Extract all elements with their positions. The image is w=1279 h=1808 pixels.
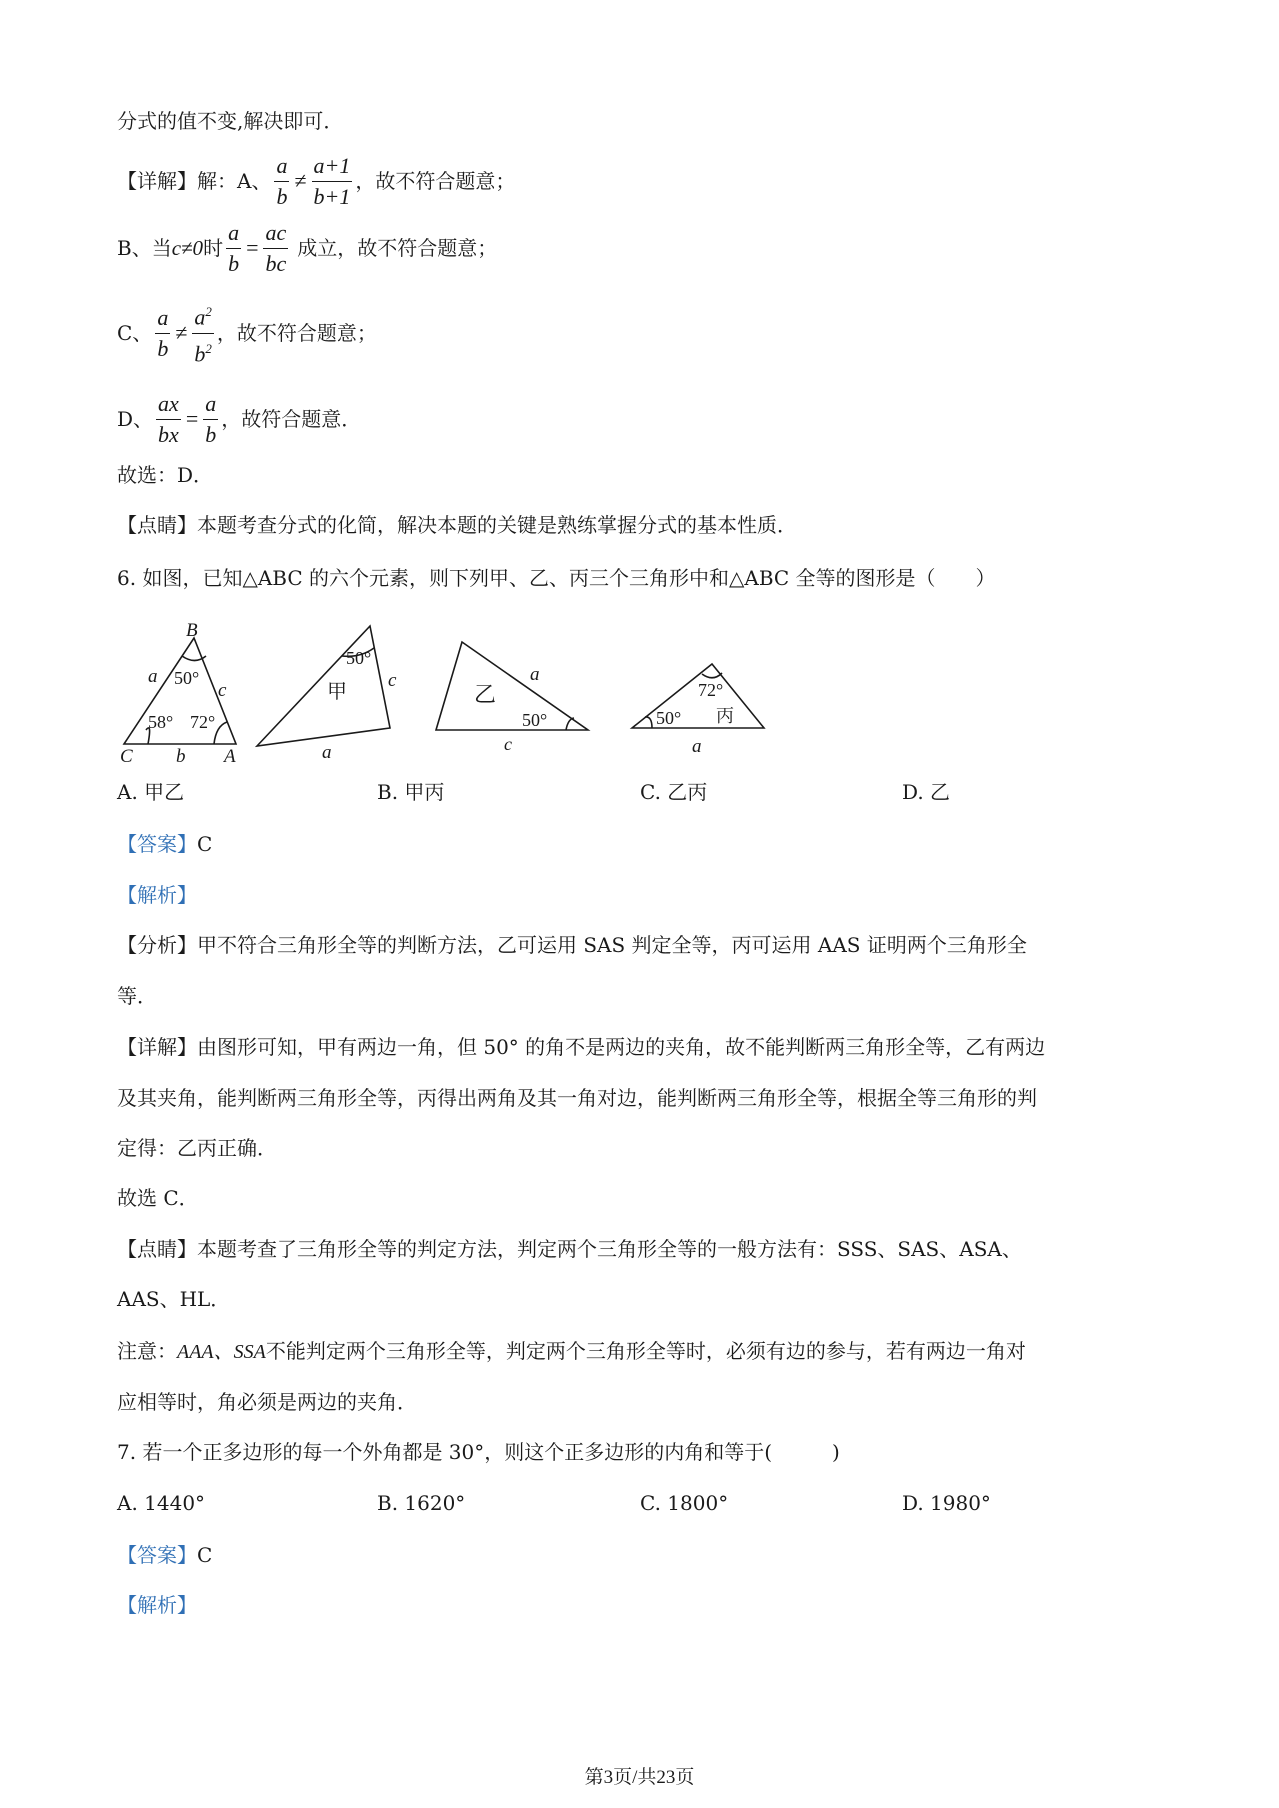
q7-option-d: D. 1980° bbox=[902, 1491, 991, 1515]
text-line bbox=[117, 1336, 1177, 1367]
note-body: 不能判定两个三角形全等，判定两个三角形全等时，必须有边的参与，若有两边一角对 bbox=[265, 1339, 1026, 1363]
fraction bbox=[203, 391, 218, 448]
text-line: 【分析】甲不符合三角形全等的判断方法，乙可运用 SAS 判定全等，丙可运用 AAS 证明两个三角形全 bbox=[117, 933, 1027, 957]
text-line: 定得：乙丙正确． bbox=[117, 1136, 277, 1160]
answer-tag: 【答案】 bbox=[117, 832, 197, 856]
q6-option-c: C. 乙丙 bbox=[640, 780, 708, 804]
q6-analysis-tag: 【解析】 bbox=[117, 883, 197, 907]
denominator: b bbox=[228, 250, 240, 276]
yi-side-a: a bbox=[530, 664, 540, 685]
yi-name: 乙 bbox=[474, 683, 497, 708]
side-c-label: c bbox=[218, 680, 227, 701]
line-suffix: ，故不符合题意； bbox=[216, 321, 377, 345]
vertex-c-label: C bbox=[120, 746, 133, 767]
side-b-label: b bbox=[176, 746, 186, 767]
fraction bbox=[274, 153, 289, 210]
answer-tag: 【答案】 bbox=[117, 1543, 197, 1567]
bing-angle-2-label: 50° bbox=[656, 708, 682, 728]
line-prefix: D、 bbox=[117, 407, 154, 431]
eq-symbol: = bbox=[246, 235, 259, 260]
angle-a-label: 72° bbox=[190, 712, 216, 732]
triangle-jia bbox=[257, 626, 390, 746]
answer-value: C bbox=[197, 1543, 213, 1567]
text-line: 分式的值不变,解决即可． bbox=[117, 109, 344, 133]
text-line: AAS、HL． bbox=[117, 1287, 231, 1311]
line-prefix: C、 bbox=[117, 321, 153, 345]
line-suffix: 成立，故不符合题意； bbox=[297, 236, 498, 260]
numerator: a bbox=[155, 305, 170, 334]
numerator: ac bbox=[263, 220, 288, 249]
fraction bbox=[155, 305, 170, 362]
jia-side-a: a bbox=[322, 742, 332, 763]
solution-line-c bbox=[117, 298, 1177, 368]
question-6: 6. 如图，已知△ABC 的六个元素，则下列甲、乙、丙三个三角形中和△ABC 全等的图形是（ ） bbox=[117, 566, 996, 590]
jia-angle-label: 50° bbox=[346, 648, 372, 668]
yi-side-c: c bbox=[504, 734, 512, 754]
neq-symbol: ≠ bbox=[175, 320, 188, 345]
note-prefix: 注意： bbox=[117, 1339, 177, 1363]
condition: c≠0 bbox=[171, 236, 204, 260]
solution-line-a bbox=[117, 146, 1177, 216]
question-7: 7. 若一个正多边形的每一个外角都是 30°，则这个正多边形的内角和等于( ) bbox=[117, 1440, 840, 1464]
bing-name: 丙 bbox=[716, 706, 734, 727]
vertex-a-label: A bbox=[224, 746, 236, 767]
q7-option-c: C. 1800° bbox=[640, 1491, 729, 1515]
text-line: 【点睛】本题考查分式的化简，解决本题的关键是熟练掌握分式的基本性质． bbox=[117, 513, 797, 537]
triangles-figure bbox=[112, 618, 772, 768]
denominator: b bbox=[205, 421, 217, 447]
q6-option-d: D. 乙 bbox=[902, 780, 951, 804]
q7-analysis-tag: 【解析】 bbox=[117, 1593, 197, 1617]
line-prefix: B、当 bbox=[117, 236, 172, 260]
text-line: 应相等时，角必须是两边的夹角． bbox=[117, 1390, 417, 1414]
fraction bbox=[156, 391, 181, 448]
denominator: b bbox=[157, 335, 169, 361]
numerator: a+1 bbox=[312, 153, 353, 182]
denominator: bc bbox=[265, 250, 287, 276]
q7-option-b: B. 1620° bbox=[377, 1491, 466, 1515]
denominator: b+1 bbox=[313, 183, 351, 209]
q7-option-a: A. 1440° bbox=[117, 1491, 206, 1515]
neq-symbol: ≠ bbox=[294, 168, 307, 193]
line-suffix: ，故不符合题意； bbox=[355, 169, 516, 193]
line-prefix: 【详解】解：A、 bbox=[117, 169, 272, 193]
line-suffix: ，故符合题意． bbox=[221, 407, 362, 431]
fraction bbox=[226, 220, 241, 277]
numerator: a bbox=[274, 153, 289, 182]
numerator: a bbox=[203, 391, 218, 420]
numerator: ax bbox=[156, 391, 181, 420]
bing-side-a: a bbox=[692, 736, 702, 757]
angle-b-label: 50° bbox=[174, 668, 200, 688]
bing-angle-1-label: 72° bbox=[698, 680, 724, 700]
text-line: 等． bbox=[117, 984, 157, 1008]
answer-value: C bbox=[197, 832, 213, 856]
yi-angle-label: 50° bbox=[522, 710, 548, 730]
denominator: b bbox=[276, 183, 288, 209]
q6-option-a: A. 甲乙 bbox=[117, 780, 185, 804]
triangle-yi bbox=[436, 642, 588, 730]
jia-name: 甲 bbox=[327, 679, 347, 703]
fraction bbox=[312, 153, 353, 210]
eq-symbol: = bbox=[185, 406, 199, 431]
angle-c-label: 58° bbox=[148, 712, 174, 732]
denominator: $b^2$ bbox=[194, 340, 212, 366]
fraction bbox=[263, 220, 288, 277]
line-mid: 时 bbox=[203, 236, 224, 260]
note-terms: AAA、SSA bbox=[177, 1341, 266, 1363]
vertex-b-label: B bbox=[186, 620, 198, 641]
fraction bbox=[192, 299, 214, 367]
side-a-label: a bbox=[148, 666, 158, 687]
q6-option-b: B. 甲丙 bbox=[377, 780, 445, 804]
numerator: a bbox=[226, 220, 241, 249]
text-line: 【点睛】本题考查了三角形全等的判定方法，判定两个三角形全等的一般方法有：SSS、SAS、ASA、 bbox=[117, 1237, 1022, 1261]
denominator: bx bbox=[158, 421, 179, 447]
text-line: 故选 C． bbox=[117, 1186, 199, 1210]
text-line: 及其夹角，能判断两三角形全等，丙得出两角及其一角对边，能判断两三角形全等，根据全等三角形的判 bbox=[117, 1086, 1037, 1110]
text-line: 【详解】由图形可知，甲有两边一角，但 50° 的角不是两边的夹角，故不能判断两三角形全等，乙有两边 bbox=[117, 1035, 1046, 1059]
text-line: 故选：D． bbox=[117, 463, 214, 487]
page-footer: 第3页/共23页 bbox=[584, 1767, 695, 1788]
solution-line-b bbox=[117, 213, 1177, 283]
solution-line-d bbox=[117, 384, 1177, 454]
jia-side-c: c bbox=[388, 670, 397, 691]
q7-answer bbox=[117, 1540, 1177, 1570]
numerator: $a^2$ bbox=[192, 299, 214, 333]
q6-answer bbox=[117, 829, 1177, 859]
